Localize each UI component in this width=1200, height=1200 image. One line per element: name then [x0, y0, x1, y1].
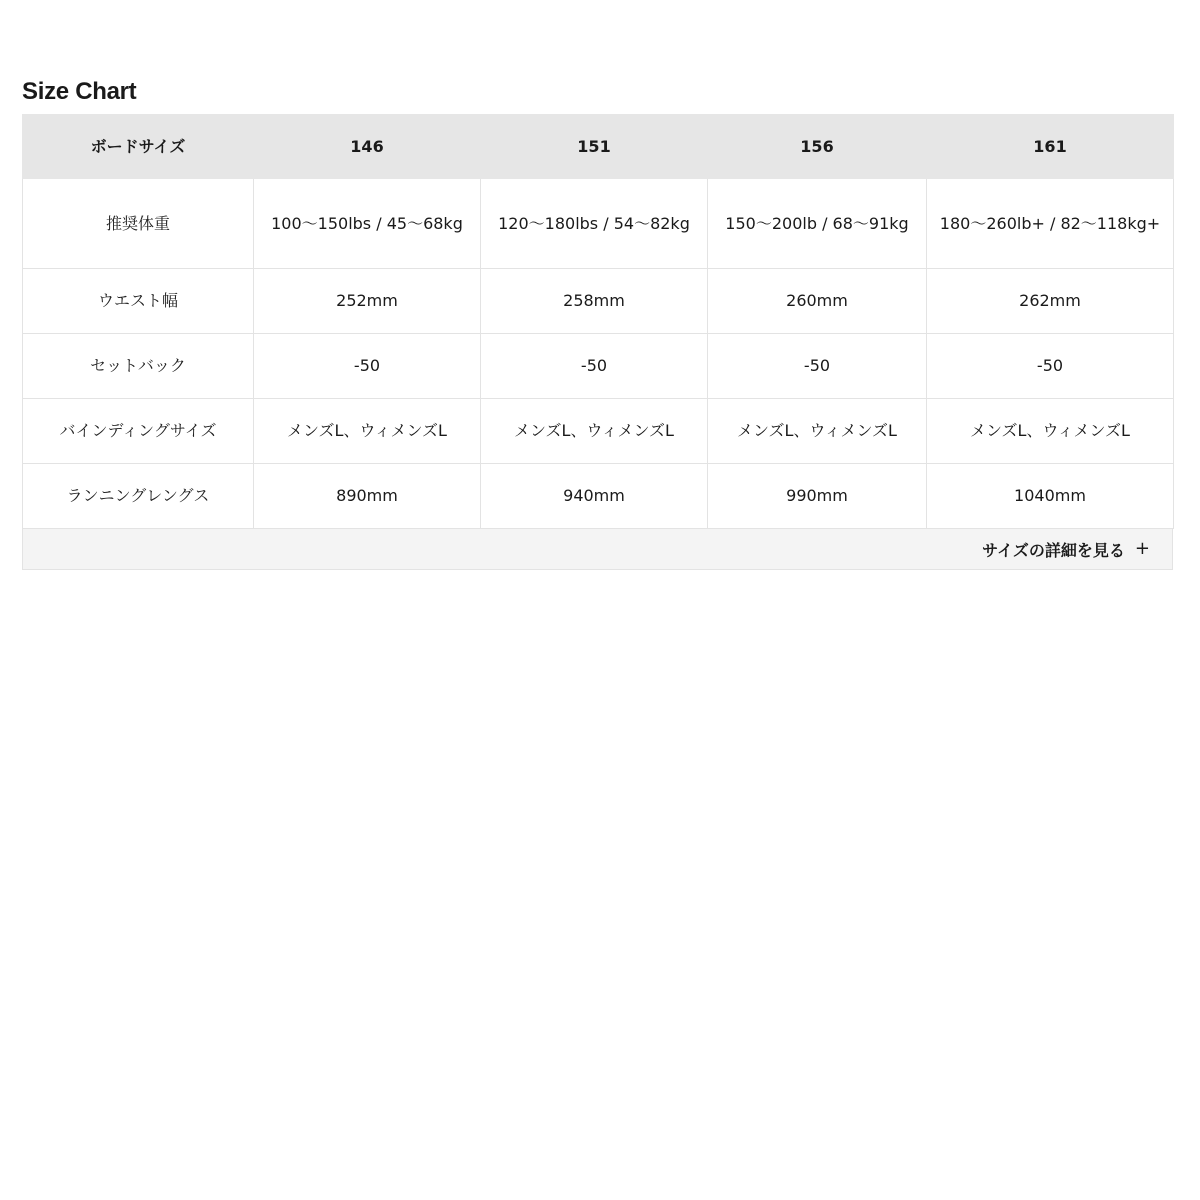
table-header-row	[23, 115, 1174, 179]
table-footer	[22, 529, 1173, 570]
view-size-details-button[interactable]	[982, 538, 1150, 561]
table-cell: メンズL、ウィメンズL	[708, 399, 927, 464]
page-title: Size Chart	[22, 78, 137, 105]
table-cell: -50	[481, 334, 708, 399]
row-label: ウエスト幅	[23, 269, 254, 334]
table-cell: 100〜150lbs / 45〜68kg	[254, 179, 481, 269]
table-cell: 262mm	[927, 269, 1174, 334]
header-size-156: 156	[708, 115, 927, 179]
size-chart-section	[22, 76, 1173, 570]
header-size-161: 161	[927, 115, 1174, 179]
table-cell: メンズL、ウィメンズL	[481, 399, 708, 464]
table-row-running-length	[23, 464, 1174, 529]
table-cell: 150〜200lb / 68〜91kg	[708, 179, 927, 269]
table-cell: 940mm	[481, 464, 708, 529]
view-size-details-label: サイズの詳細を見る	[982, 540, 1125, 560]
table-cell: 1040mm	[927, 464, 1174, 529]
header-size-151: 151	[481, 115, 708, 179]
table-cell: 990mm	[708, 464, 927, 529]
table-cell: 890mm	[254, 464, 481, 529]
table-row-binding-size	[23, 399, 1174, 464]
size-table	[22, 114, 1174, 529]
table-cell: 258mm	[481, 269, 708, 334]
table-cell: メンズL、ウィメンズL	[254, 399, 481, 464]
header-board-size: ボードサイズ	[23, 115, 254, 179]
table-cell: 252mm	[254, 269, 481, 334]
row-label: セットバック	[23, 334, 254, 399]
table-cell: 260mm	[708, 269, 927, 334]
plus-icon: +	[1134, 538, 1150, 559]
row-label: バインディングサイズ	[23, 399, 254, 464]
row-label: ランニングレングス	[23, 464, 254, 529]
table-cell: -50	[927, 334, 1174, 399]
table-row-recommended-weight	[23, 179, 1174, 269]
table-row-setback	[23, 334, 1174, 399]
table-row-waist-width	[23, 269, 1174, 334]
row-label: 推奨体重	[23, 179, 254, 269]
table-cell: メンズL、ウィメンズL	[927, 399, 1174, 464]
table-cell: 120〜180lbs / 54〜82kg	[481, 179, 708, 269]
header-size-146: 146	[254, 115, 481, 179]
table-cell: 180〜260lb+ / 82〜118kg+	[927, 179, 1174, 269]
table-cell: -50	[708, 334, 927, 399]
table-cell: -50	[254, 334, 481, 399]
